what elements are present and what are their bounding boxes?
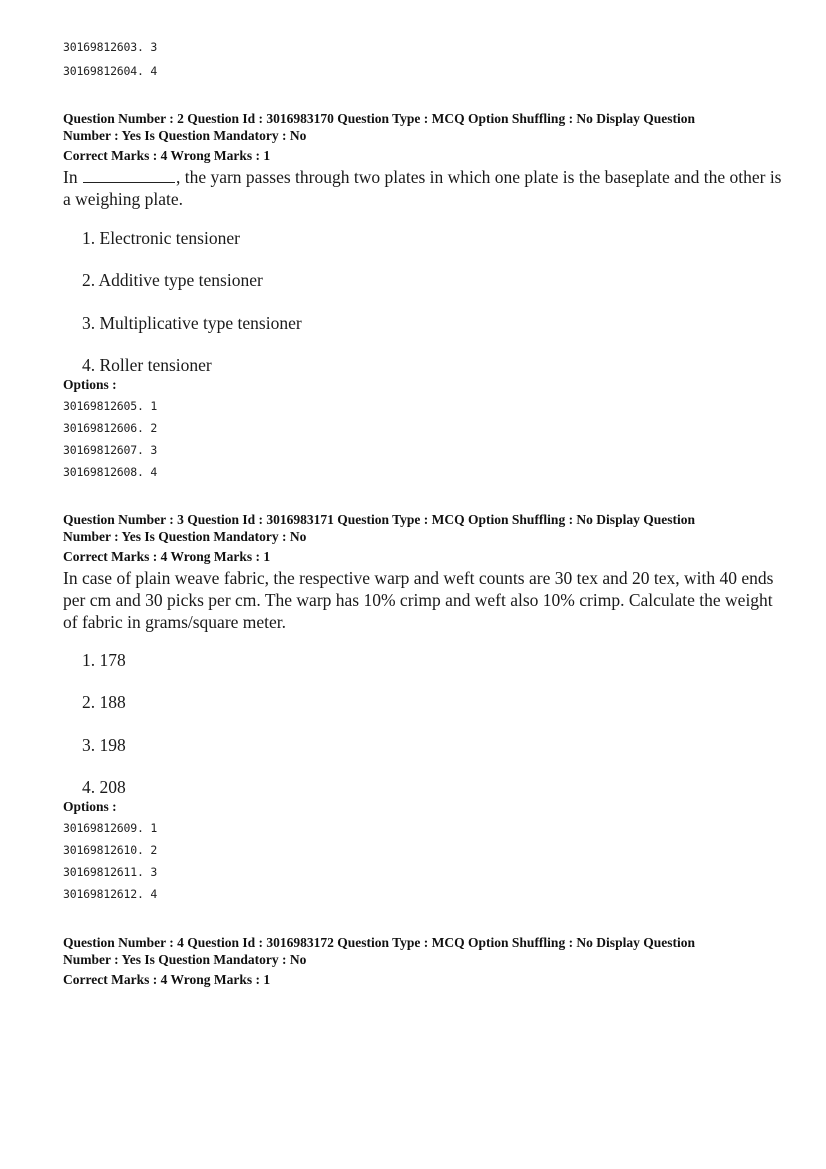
question-3-marks: Correct Marks : 4 Wrong Marks : 1 bbox=[63, 549, 271, 564]
question-2-choice-2: 2. Additive type tensioner bbox=[82, 270, 263, 290]
question-2-choice-3: 3. Multiplicative type tensioner bbox=[82, 313, 302, 333]
question-4-marks: Correct Marks : 4 Wrong Marks : 1 bbox=[63, 972, 271, 987]
question-2-stem: In , the yarn passes through two plates in which one plate is the baseplate and the other is a weighing plate. bbox=[63, 167, 782, 209]
option-code-line: 30169812610. 2 bbox=[63, 843, 158, 857]
option-code-line: 30169812607. 3 bbox=[63, 443, 158, 457]
question-3-meta: Question Number : 3 Question Id : 3016983171 Question Type : MCQ Option Shuffling : No Display Question Number : Yes Is Question Mandatory : No bbox=[63, 512, 695, 544]
question-3-choice-1: 1. 178 bbox=[82, 650, 126, 670]
question-3-stem: In case of plain weave fabric, the respective warp and weft counts are 30 tex and 20 tex, with 40 ends per cm and 30 picks per cm. The warp has 10% crimp and weft also 10% crimp. Calculate the weight of fabric in grams/square meter. bbox=[63, 568, 774, 632]
question-2-meta: Question Number : 2 Question Id : 3016983170 Question Type : MCQ Option Shuffling : No Display Question Number : Yes Is Question Mandatory : No bbox=[63, 111, 695, 143]
fill-in-blank bbox=[83, 168, 175, 183]
question-3-options-label: Options : bbox=[63, 799, 117, 814]
question-2-choice-1: 1. Electronic tensioner bbox=[82, 228, 240, 248]
question-3-choice-2: 2. 188 bbox=[82, 692, 126, 712]
question-2-choice-4: 4. Roller tensioner bbox=[82, 355, 212, 375]
option-code-line: 30169812606. 2 bbox=[63, 421, 158, 435]
option-code-line: 30169812604. 4 bbox=[63, 64, 158, 78]
option-code-line: 30169812608. 4 bbox=[63, 465, 158, 479]
question-3-choice-3: 3. 198 bbox=[82, 735, 126, 755]
question-4-meta: Question Number : 4 Question Id : 3016983172 Question Type : MCQ Option Shuffling : No Display Question Number : Yes Is Question Mandatory : No bbox=[63, 935, 695, 967]
question-3-choice-4: 4. 208 bbox=[82, 777, 126, 797]
option-code-line: 30169812603. 3 bbox=[63, 40, 158, 54]
question-2-marks: Correct Marks : 4 Wrong Marks : 1 bbox=[63, 148, 271, 163]
question-2-options-label: Options : bbox=[63, 377, 117, 392]
option-code-line: 30169812609. 1 bbox=[63, 821, 158, 835]
option-code-line: 30169812612. 4 bbox=[63, 887, 158, 901]
option-code-line: 30169812611. 3 bbox=[63, 865, 158, 879]
option-code-line: 30169812605. 1 bbox=[63, 399, 158, 413]
